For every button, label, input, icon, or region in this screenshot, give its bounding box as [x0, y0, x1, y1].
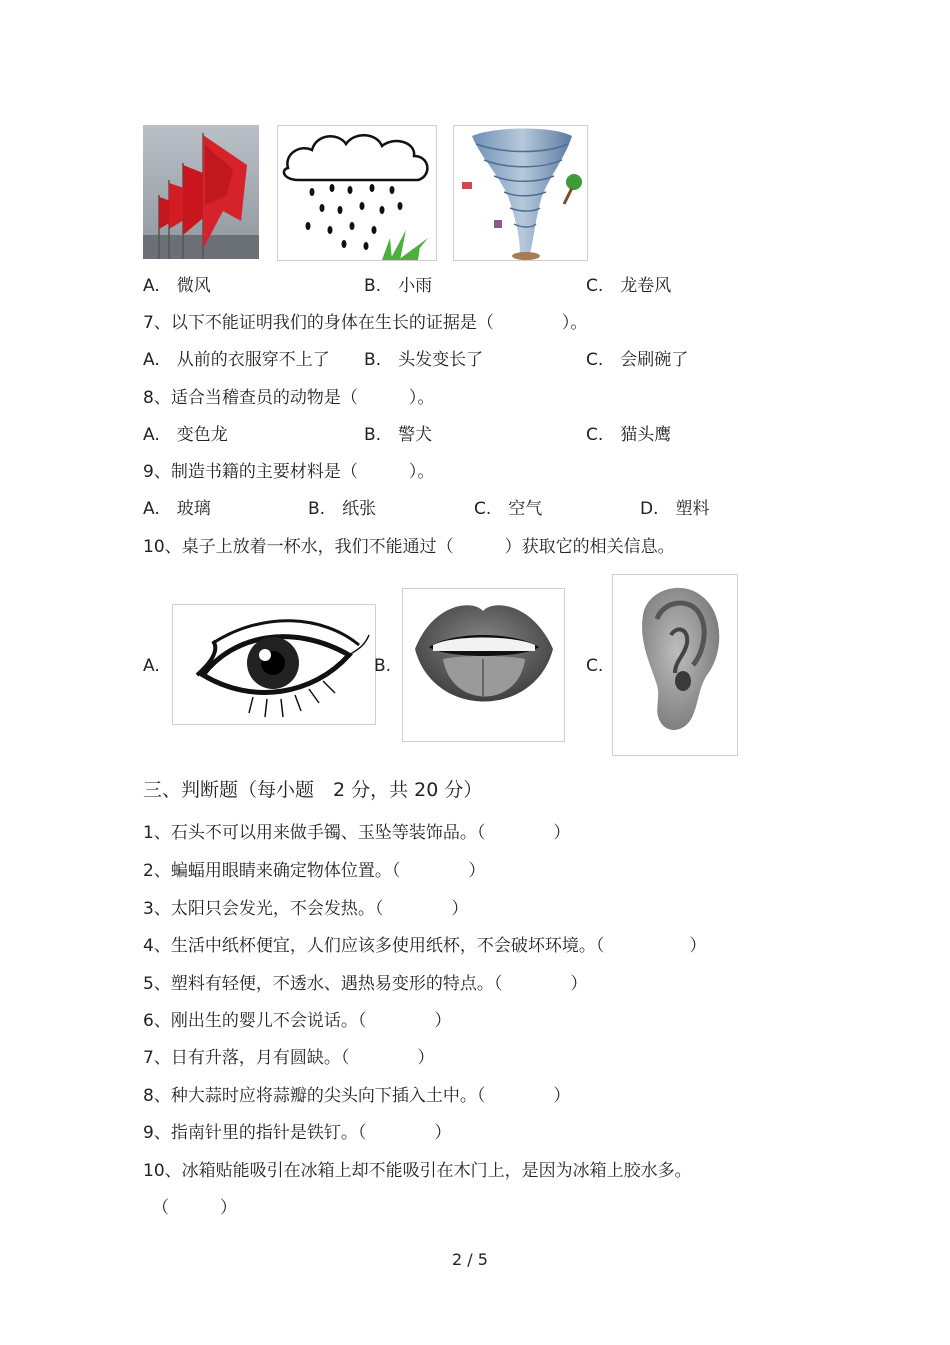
page-number: 2 / 5 — [452, 1250, 488, 1269]
section-3-title: 三、判断题（每小题 2 分，共 20 分） — [143, 779, 483, 801]
judge-item-4: 4、生活中纸杯便宜，人们应该多使用纸杯，不会破坏环境。（ ） — [143, 936, 707, 956]
q8-option-b: B. 警犬 — [364, 425, 433, 445]
judge-item-1: 1、石头不可以用来做手镯、玉坠等装饰品。（ ） — [143, 823, 571, 843]
q7-option-a: A. 从前的衣服穿不上了 — [143, 350, 330, 370]
q6-option-c: C. 龙卷风 — [586, 276, 672, 296]
judge-item-6: 6、刚出生的婴儿不会说话。（ ） — [143, 1011, 452, 1031]
q9-option-d: D. 塑料 — [640, 499, 710, 519]
ear-image — [612, 574, 738, 756]
tornado-image — [453, 125, 588, 261]
eye-image — [172, 604, 376, 725]
q10-question: 10、桌子上放着一杯水，我们不能通过（ ）获取它的相关信息。 — [143, 537, 675, 557]
judge-item-7: 7、日有升落，月有圆缺。（ ） — [143, 1048, 435, 1068]
judge-item-10: 10、冰箱贴能吸引在冰箱上却不能吸引在木门上，是因为冰箱上胶水多。 — [143, 1161, 692, 1181]
judge-item-3: 3、太阳只会发光，不会发热。（ ） — [143, 899, 469, 919]
mouth-tongue-image — [402, 588, 565, 742]
q10-option-b: B. — [374, 656, 392, 676]
judge-item-8: 8、种大蒜时应将蒜瓣的尖头向下插入土中。（ ） — [143, 1086, 571, 1106]
q7-option-b: B. 头发变长了 — [364, 350, 484, 370]
q7-question: 7、以下不能证明我们的身体在生长的证据是（ ）。 — [143, 313, 588, 333]
q10-option-a: A. — [143, 656, 160, 676]
judge-item-5: 5、塑料有轻便，不透水、遇热易变形的特点。（ ） — [143, 974, 588, 994]
q9-option-a: A. 玻璃 — [143, 499, 211, 519]
q8-option-a: A. 变色龙 — [143, 425, 228, 445]
q8-question: 8、适合当稽查员的动物是（ ）。 — [143, 388, 435, 408]
judge-item-10-blank: （ ） — [152, 1198, 237, 1218]
q9-option-b: B. 纸张 — [308, 499, 377, 519]
q6-option-a: A. 微风 — [143, 276, 211, 296]
q8-option-c: C. 猫头鹰 — [586, 425, 672, 445]
red-flags-image — [143, 125, 259, 259]
rain-cloud-image — [277, 125, 437, 261]
q7-option-c: C. 会刷碗了 — [586, 350, 689, 370]
q6-option-b: B. 小雨 — [364, 276, 433, 296]
q10-option-c: C. — [586, 656, 604, 676]
q9-option-c: C. 空气 — [474, 499, 543, 519]
judge-item-9: 9、指南针里的指针是铁钉。（ ） — [143, 1123, 452, 1143]
q9-question: 9、制造书籍的主要材料是（ ）。 — [143, 462, 435, 482]
judge-item-2: 2、蝙蝠用眼睛来确定物体位置。（ ） — [143, 861, 486, 881]
